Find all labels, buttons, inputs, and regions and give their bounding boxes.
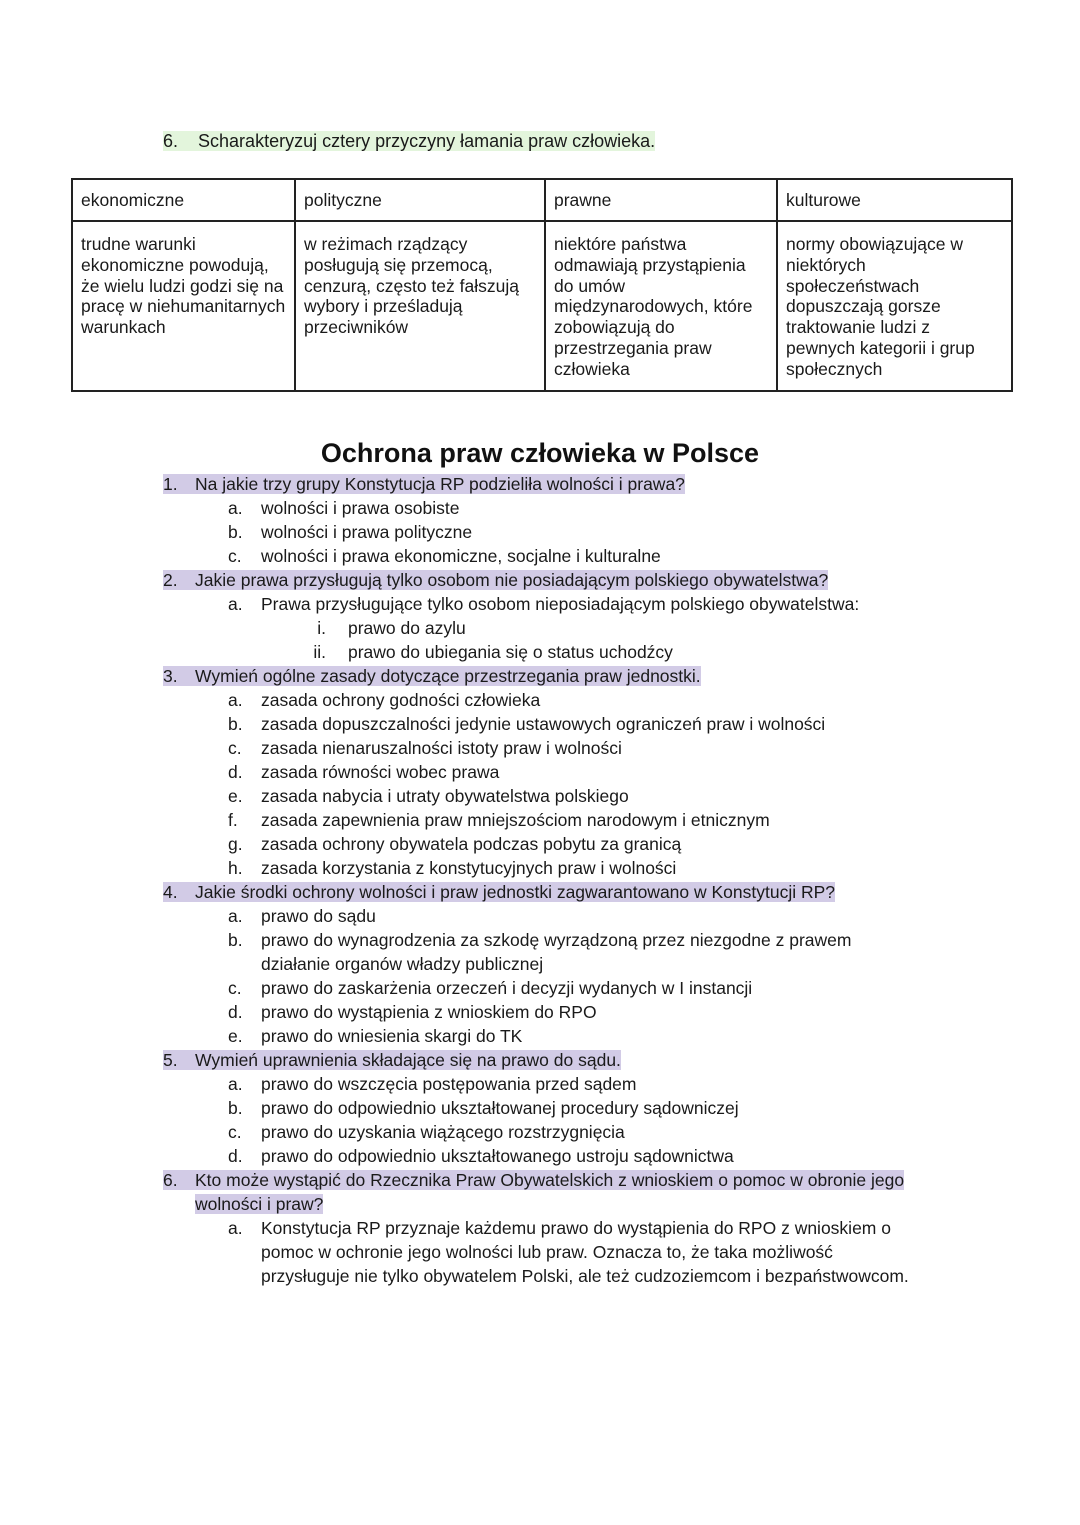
page-title: Ochrona praw człowieka w Polsce [320,438,760,468]
cell-cultural: normy obowiązujące w niektórych społeczeństwach dopuszczają gorsze traktowanie ludzi z pewnych kategorii i grup społecznych [777,221,1012,391]
question-text: Wymień uprawnienia składające się na prawo do sądu. [195,1050,621,1070]
sub-answer-item: i. prawo do azylu [317,618,466,638]
answer-item: b. wolności i prawa polityczne [228,522,473,542]
answer-item: b. prawo do odpowiednio ukształtowanej procedury sądowniczej [228,1098,739,1118]
question-3: 3. Wymień ogólne zasady dotyczące przestrzegania praw jednostki. [163,666,701,686]
answer-item: a. zasada ochrony godności człowieka [228,690,541,710]
cell-economic: trudne warunki ekonomiczne powodują, że wielu ludzi godzi się na pracę w niehumanitarnych warunkach [72,221,295,391]
question-number: 6. [163,131,179,151]
answer-item: a. Prawa przysługujące tylko osobom nieposiadającym polskiego obywatelstwa: [228,594,860,614]
answer-item: h. zasada korzystania z konstytucyjnych praw i wolności [228,858,677,878]
question-1: 1. Na jakie trzy grupy Konstytucja RP podzieliła wolności i prawa? [163,474,685,494]
question-continuation: wolności i praw? [195,1194,324,1214]
question-6: 6. Kto może wystąpić do Rzecznika Praw Obywatelskich z wnioskiem o pomoc w obronie jego [163,1170,905,1190]
answer-item: c. prawo do uzyskania wiążącego rozstrzygnięcia [228,1122,625,1142]
question-text: Scharakteryzuj cztery przyczyny łamania praw człowieka. [198,131,656,151]
answer-item: d. prawo do odpowiednio ukształtowanego ustroju sądownictwa [228,1146,734,1166]
question-4: 4. Jakie środki ochrony wolności i praw jednostki zagwarantowano w Konstytucji RP? [163,882,836,902]
question-text: Jakie prawa przysługują tylko osobom nie posiadającym polskiego obywatelstwa? [195,570,829,590]
cell-political: w reżimach rządzący posługują się przemocą, cenzurą, często też fałszują wybory i prześladują przeciwników [295,221,545,391]
answer-item: c. prawo do zaskarżenia orzeczeń i decyzji wydanych w I instancji [228,978,753,998]
answer-item: b. zasada dopuszczalności jedynie ustawowych ograniczeń praw i wolności [228,714,826,734]
question-text: Kto może wystąpić do Rzecznika Praw Obywatelskich z wnioskiem o pomoc w obronie jego [195,1170,905,1190]
answer-item: e. zasada nabycia i utraty obywatelstwa polskiego [228,786,629,806]
question-text: Jakie środki ochrony wolności i praw jednostki zagwarantowano w Konstytucji RP? [195,882,836,902]
header-cultural: kulturowe [777,179,1012,221]
answer-continuation: przysługuje nie tylko obywatelem Polski, ale też cudzoziemcom i bezpaństwowcom. [261,1266,909,1286]
answer-item: d. zasada równości wobec prawa [228,762,500,782]
answer-item: d. prawo do wystąpienia z wnioskiem do RPO [228,1002,597,1022]
header-legal: prawne [545,179,777,221]
table-header-row [72,179,1012,221]
question-list [0,472,1080,1288]
causes-table [71,178,1013,392]
answer-item: a. prawo do wszczęcia postępowania przed sądem [228,1074,637,1094]
answer-item: a. prawo do sądu [228,906,376,926]
answer-item: a. wolności i prawa osobiste [228,498,460,518]
question-text: Na jakie trzy grupy Konstytucja RP podzieliła wolności i prawa? [195,474,685,494]
answer-item: f. zasada zapewnienia praw mniejszościom narodowym i etnicznym [228,810,770,830]
answer-item: b. prawo do wynagrodzenia za szkodę wyrządzoną przez niezgodne z prawem [228,930,852,950]
answer-item: a. Konstytucja RP przyznaje każdemu prawo do wystąpienia do RPO z wnioskiem o [228,1218,891,1238]
sub-answer-item: ii. prawo do ubiegania się o status uchodźcy [313,642,673,662]
answer-continuation: działanie organów władzy publicznej [261,954,544,974]
question-heading-causes [163,130,655,152]
header-political: polityczne [295,179,545,221]
header-economic: ekonomiczne [72,179,295,221]
highlighted-question [163,131,655,151]
answer-item: g. zasada ochrony obywatela podczas pobytu za granicą [228,834,682,854]
cell-legal: niektóre państwa odmawiają przystąpienia do umów międzynarodowych, które zobowiązują do przestrzegania praw człowieka [545,221,777,391]
answer-item: c. zasada nienaruszalności istoty praw i wolności [228,738,622,758]
question-text: Wymień ogólne zasady dotyczące przestrzegania praw jednostki. [195,666,701,686]
answer-continuation: pomoc w ochronie jego wolności lub praw. Oznacza to, że taka możliwość [261,1242,833,1262]
table-row [72,221,1012,391]
question-5: 5. Wymień uprawnienia składające się na prawo do sądu. [163,1050,621,1070]
question-2: 2. Jakie prawa przysługują tylko osobom nie posiadającym polskiego obywatelstwa? [163,570,829,590]
answer-item: e. prawo do wniesienia skargi do TK [228,1026,523,1046]
answer-item: c. wolności i prawa ekonomiczne, socjalne i kulturalne [228,546,661,566]
